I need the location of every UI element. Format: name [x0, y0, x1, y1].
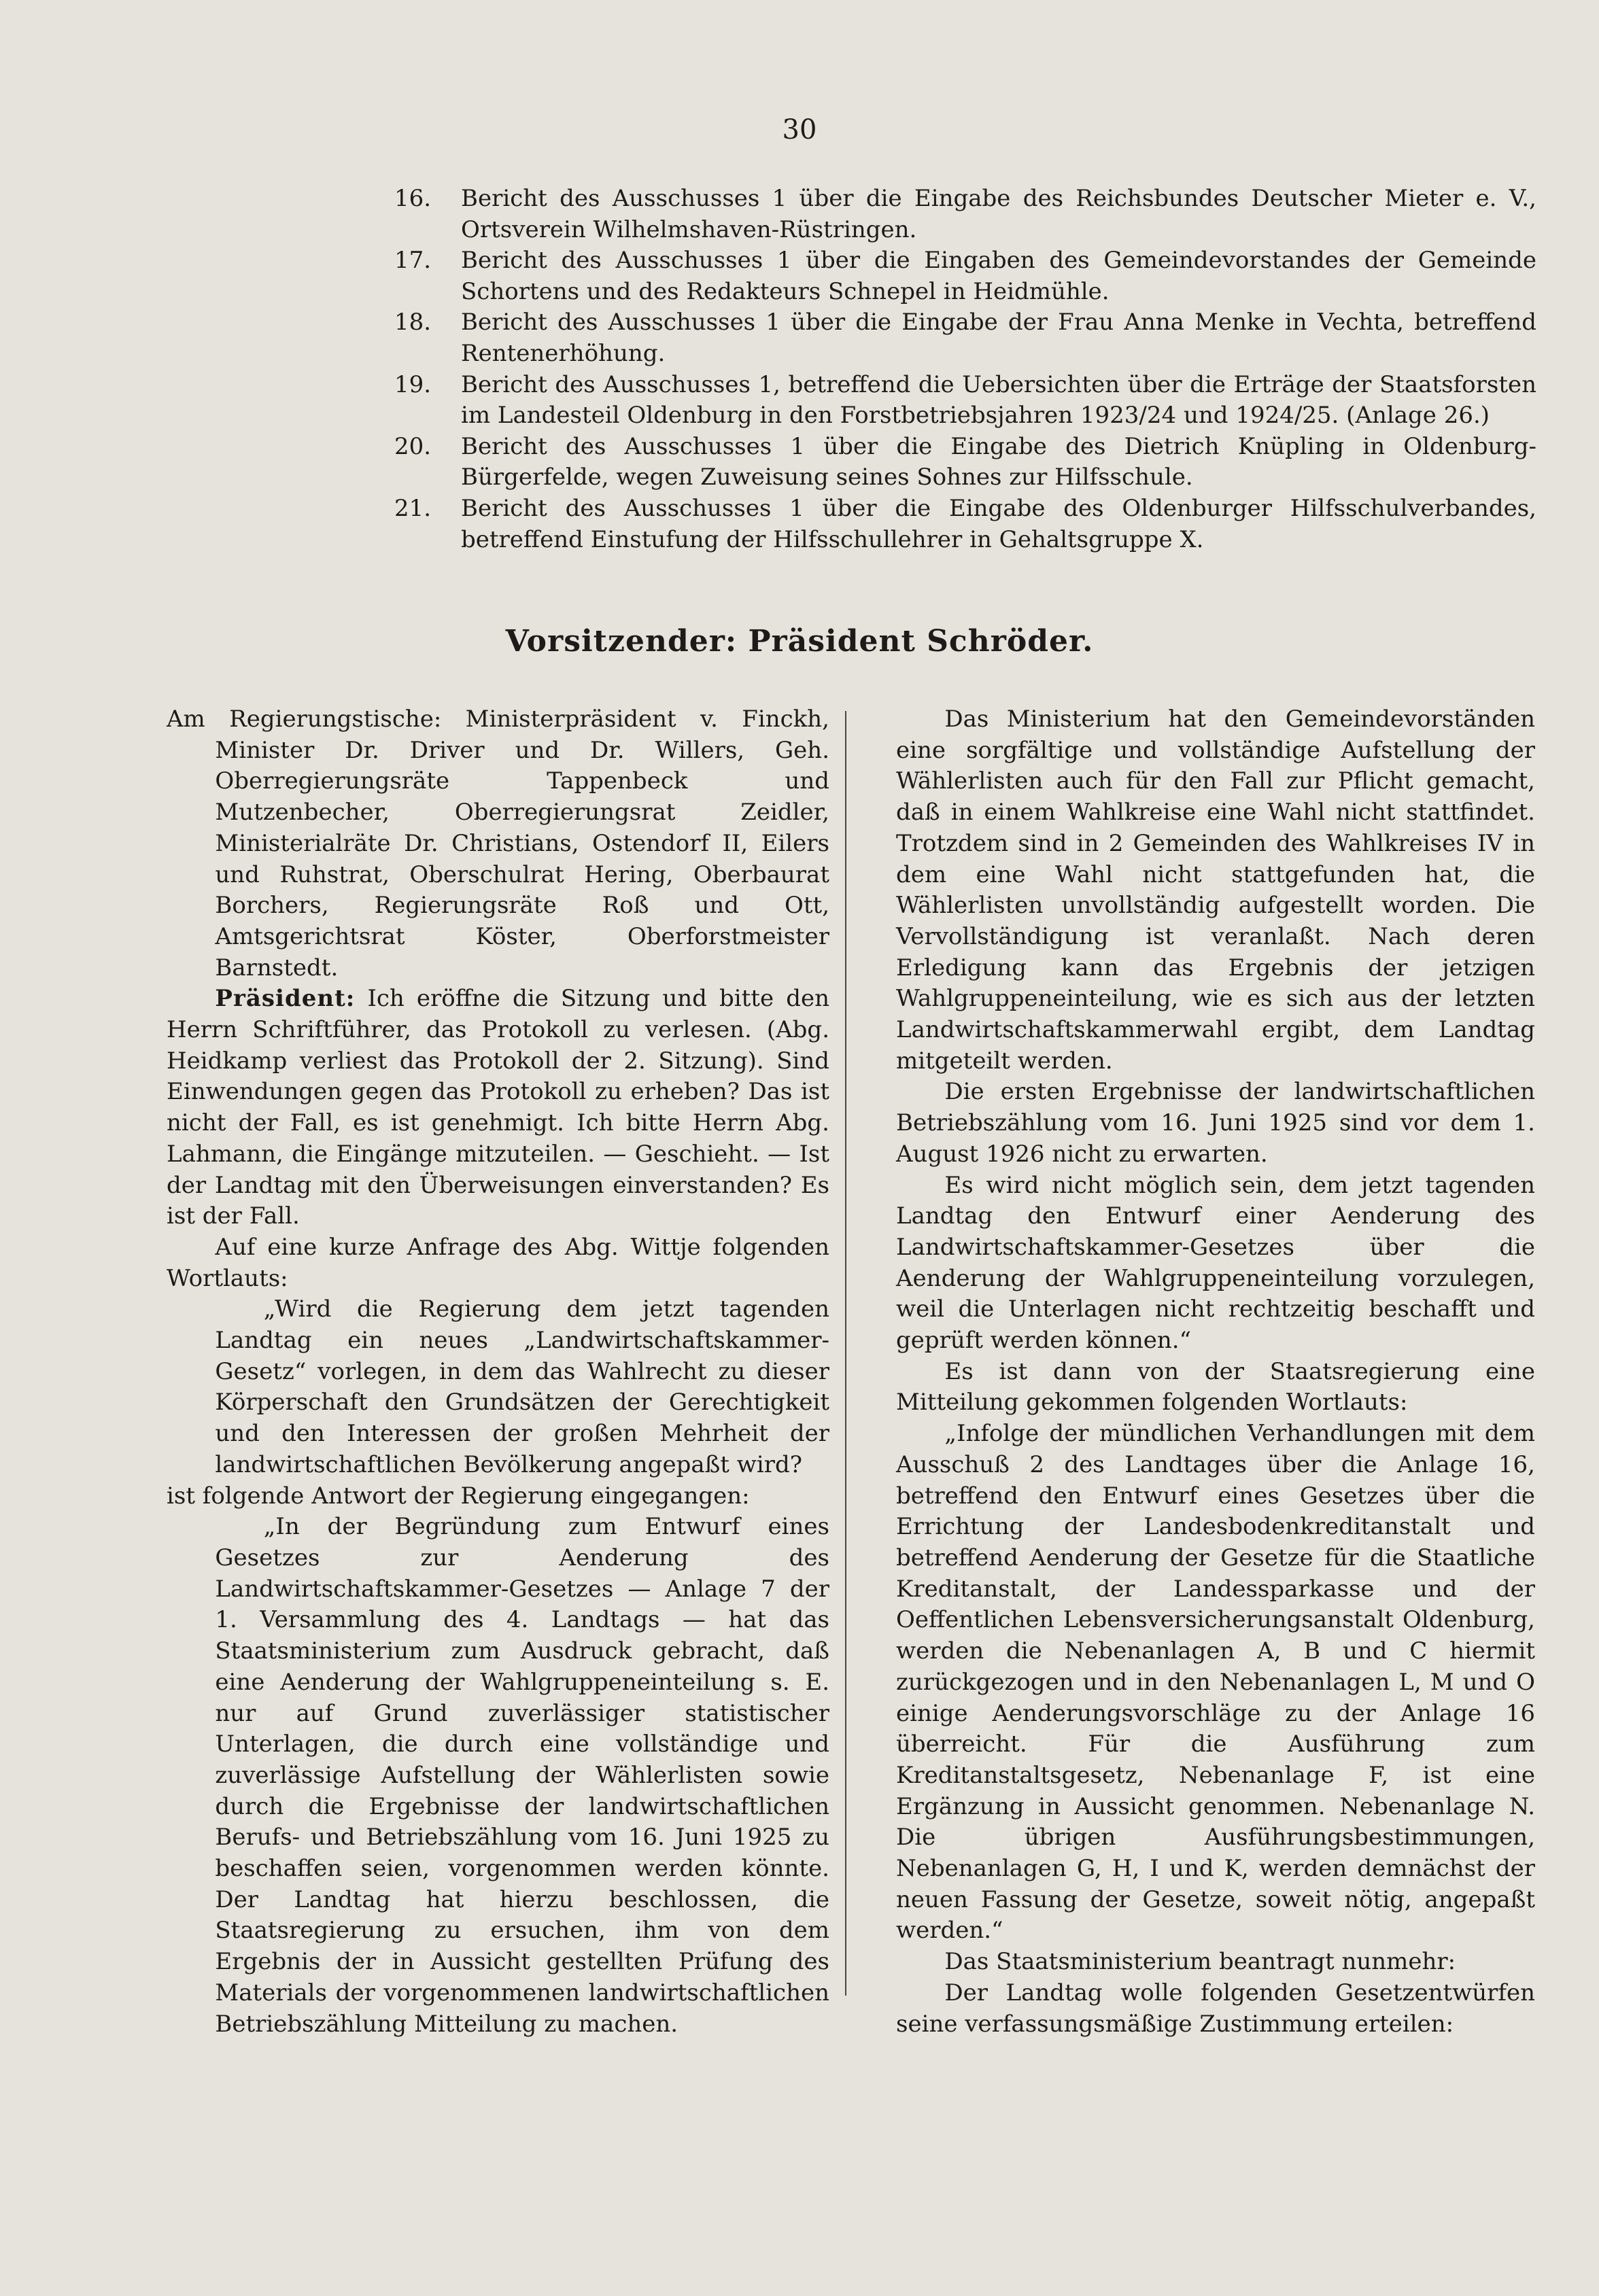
draft-law-paragraph: Es wird nicht möglich sein, dem jetzt tagenden Landtag den Entwurf einer Aenderung des Landwirtschaftskammer-Gesetzes über die Aenderung der Wahlgruppeneinteilung vorzulegen, weil die Unterlagen nicht rechtzeitig beschafft und geprüft werden können.“	[896, 1171, 1535, 1355]
agenda-item	[394, 370, 1536, 432]
right-column	[896, 704, 1535, 2040]
agenda-list	[394, 184, 1536, 555]
answer-quote-paragraph: „In der Begründung zum Entwurf eines Gesetzes zur Aenderung des Landwirtschaftskammer-Gesetzes — Anlage 7 der 1. Versammlung des 4. Landtags — hat das Staatsministerium zum Ausdruck gebracht, daß eine Aenderung der Wahlgruppeneinteilung s. E. nur auf Grund zuverlässiger statistischer Unterlagen, die durch eine vollständige und zuverlässige Aufstellung der Wählerlisten sowie durch die Ergebnisse der landwirtschaftlichen Berufs- und Betriebszählung vom 16. Juni 1925 zu beschaffen seien, vorgenommen werden könnte. Der Landtag hat hierzu beschlossen, die Staatsregierung zu ersuchen, ihm von dem Ergebnis der in Aussicht gestellten Prüfung des Materials der vorgenommenen landwirtschaftlichen Betriebszählung Mitteilung zu machen.	[215, 1513, 829, 2038]
agenda-item-number: 18.	[394, 309, 432, 336]
census-results-paragraph: Die ersten Ergebnisse der landwirtschaftlichen Betriebszählung vom 16. Juni 1925 sind vor dem 1. August 1926 nicht zu erwarten.	[896, 1078, 1535, 1168]
agenda-item-text: Bericht des Ausschusses 1, betreffend die Uebersichten über die Erträge der Staatsforsten im Landesteil Oldenburg in den Forstbetriebsjahren 1923/24 und 1924/25. (Anlage 26.)	[461, 370, 1536, 430]
column-divider	[845, 711, 846, 1996]
agenda-item-number: 17.	[394, 247, 432, 275]
president-speech-text: Ich eröffne die Sitzung und bitte den Herrn Schriftführer, das Protokoll zu verlesen. (Abg. Heidkamp verliest das Protokoll der 2. Sitzung). Sind Einwendungen gegen das Protokoll zu erheben? Das ist nicht der Fall, es ist genehmigt. Ich bitte Herrn Abg. Lahmann, die Eingänge mitzuteilen. — Geschieht. — Ist der Landtag mit den Überweisungen einverstanden? Es ist der Fall.	[167, 985, 829, 1230]
agenda-item-number: 16.	[394, 185, 432, 212]
agenda-item-text: Bericht des Ausschusses 1 über die Eingabe des Dietrich Knüpling in Oldenburg-Bürgerfelde, wegen Zuweisung seines Sohnes zur Hilfsschule.	[461, 432, 1536, 491]
agenda-item	[394, 493, 1536, 555]
communication-quote-paragraph: „Infolge der mündlichen Verhandlungen mit dem Ausschuß 2 des Landtages über die Anlage 16, betreffend den Entwurf eines Gesetzes über die Errichtung der Landesbodenkreditanstalt und betreffend Aenderung der Gesetze für die Staatliche Kreditanstalt, der Landessparkasse und der Oeffentlichen Lebensversicherungsanstalt Oldenburg, werden die Nebenanlagen A, B und C hiermit zurückgezogen und in den Nebenanlagen L, M und O einige Aenderungsvorschläge zu der Anlage 16 überreicht. Für die Ausführung zum Kreditanstaltsgesetz, Nebenanlage F, ist eine Ergänzung in Aussicht genommen. Nebenanlage N. Die übrigen Ausführungsbestimmungen, Nebenanlagen G, H, I und K, werden demnächst der neuen Fassung der Gesetze, soweit nötig, angepaßt werden.“	[896, 1420, 1535, 1945]
agenda-item-text: Bericht des Ausschusses 1 über die Eingabe des Oldenburger Hilfsschulverbandes, betreffend Einstufung der Hilfsschullehrer in Gehaltsgruppe X.	[461, 494, 1536, 553]
ministry-paragraph: Das Ministerium hat den Gemeindevorständen eine sorgfältige und vollständige Aufstellung der Wählerlisten auch für den Fall zur Pflicht gemacht, daß in einem Wahlkreise eine Wahl nicht stattfindet. Trotzdem sind in 2 Gemeinden des Wahlkreises IV in dem eine Wahl nicht stattgefunden hat, die Wählerlisten unvollständig aufgestellt worden. Die Vervollständigung ist veranlaßt. Nach deren Erledigung kann das Ergebnis der jetzigen Wahlgruppeneinteilung, wie es sich aus der letzten Landwirtschaftskammerwahl ergibt, dem Landtag mitgeteilt werden.	[896, 706, 1535, 1075]
agenda-item	[394, 184, 1536, 245]
agenda-item	[394, 307, 1536, 369]
inquiry-quote-paragraph: „Wird die Regierung dem jetzt tagenden Landtag ein neues „Landwirtschaftskammer-Gesetz“ vorlegen, in dem das Wahlrecht zu dieser Körperschaft den Grundsätzen der Gerechtigkeit und den Interessen der großen Mehrheit der landwirtschaftlichen Bevölkerung angepaßt wird?	[215, 1295, 829, 1478]
agenda-item-text: Bericht des Ausschusses 1 über die Eingaben des Gemeindevorstandes der Gemeinde Schortens und des Redakteurs Schnepel in Heidmühle.	[461, 247, 1536, 305]
agenda-item	[394, 432, 1536, 493]
agenda-item-number: 19.	[394, 370, 432, 398]
agenda-item-text: Bericht des Ausschusses 1 über die Eingabe der Frau Anna Menke in Vechta, betreffend Rentenerhöhung.	[461, 309, 1536, 367]
communication-intro-paragraph: Es ist dann von der Staatsregierung eine Mitteilung gekommen folgenden Wortlauts:	[896, 1357, 1535, 1416]
landtag-motion-paragraph: Der Landtag wolle folgenden Gesetzentwürfen seine verfassungsmäßige Zustimmung erteilen:	[896, 1979, 1535, 2038]
answer-intro-paragraph: ist folgende Antwort der Regierung eingegangen:	[167, 1482, 750, 1510]
inquiry-intro-paragraph: Auf eine kurze Anfrage des Abg. Wittje folgenden Wortlauts:	[167, 1233, 829, 1292]
agenda-item-number: 21.	[394, 494, 432, 522]
agenda-item-text: Bericht des Ausschusses 1 über die Eingabe des Reichsbundes Deutscher Mieter e. V., Ortsverein Wilhelmshaven-Rüstringen.	[461, 185, 1536, 243]
agenda-item-number: 20.	[394, 432, 432, 460]
left-column	[167, 704, 829, 2040]
speaker-label: Präsident:	[215, 985, 356, 1013]
page-number: 30	[782, 114, 817, 145]
president-speech-paragraph	[167, 984, 829, 1232]
chair-heading: Vorsitzender: Präsident Schröder.	[505, 624, 1094, 659]
government-table-paragraph: Am Regierungstische: Ministerpräsident v. Finckh, Minister Dr. Driver und Dr. Willers, Geh. Oberregierungsräte Tappenbeck und Mutzenbecher, Oberregierungsrat Zeidler, Ministerialräte Dr. Christians, Ostendorf II, Eilers und Ruhstrat, Oberschulrat Hering, Oberbaurat Borchers, Regierungsräte Roß und Ott, Amtsgerichtsrat Köster, Oberforstmeister Barnstedt.	[167, 706, 829, 981]
ministry-motion-paragraph: Das Staatsministerium beantragt nunmehr:	[944, 1948, 1456, 1976]
agenda-item	[394, 245, 1536, 307]
